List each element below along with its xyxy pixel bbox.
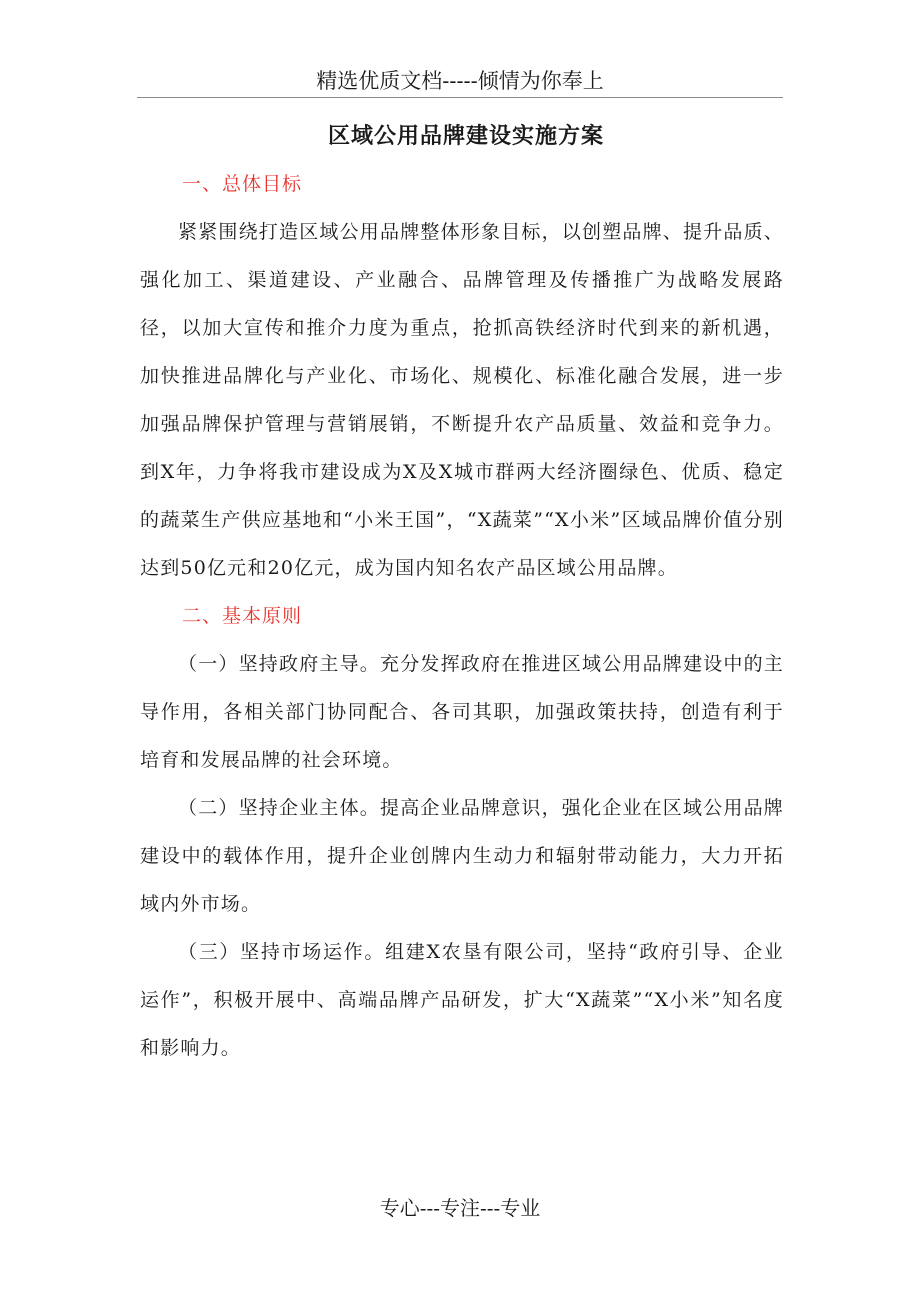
page-footer: 专心---专注---专业 — [379, 1196, 541, 1220]
section-heading-overall-goal: 一、总体目标 — [182, 173, 303, 195]
paragraph-overall-goal: 紧紧围绕打造区域公用品牌整体形象目标，以创塑品牌、提升品质、强化加工、渠道建设、产业融合、品牌管理及传播推广为战略发展路径，以加大宣传和推介力度为重点，抢抓高铁经济时代到来的新机遇，加快推进品牌化与产业化、市场化、规模化、标准化融合发展，进一步加强品牌保护管理与营销展销，不断提升农产品质量、效益和竞争力。到X年，力争将我市建设成为X及X城市群两大经济圈绿色、优质、稳定的蔬菜生产供应基地和“小米王国”，“X蔬菜”“X小米”区域品牌价值分别达到50亿元和20亿元，成为国内知名农产品区域公用品牌。 — [140, 221, 785, 579]
header-divider — [137, 97, 783, 98]
paragraph-principle-government: （一）坚持政府主导。充分发挥政府在推进区域公用品牌建设中的主导作用，各相关部门协同配合、各司其职，加强政策扶持，创造有利于培育和发展品牌的社会环境。 — [140, 653, 785, 771]
page-header: 精选优质文档-----倾情为你奉上 — [316, 69, 604, 93]
document-title: 区域公用品牌建设实施方案 — [327, 123, 604, 149]
paragraph-principle-market: （三）坚持市场运作。组建X农垦有限公司，坚持“政府引导、企业运作”，积极开展中、高端品牌产品研发，扩大“X蔬菜”“X小米”知名度和影响力。 — [140, 941, 784, 1059]
document-body — [140, 112, 784, 1072]
section-heading-basic-principles: 二、基本原则 — [182, 605, 303, 627]
paragraph-principle-enterprise: （二）坚持企业主体。提高企业品牌意识，强化企业在区域公用品牌建设中的载体作用，提升企业创牌内生动力和辐射带动能力，大力开拓域内外市场。 — [140, 797, 785, 915]
